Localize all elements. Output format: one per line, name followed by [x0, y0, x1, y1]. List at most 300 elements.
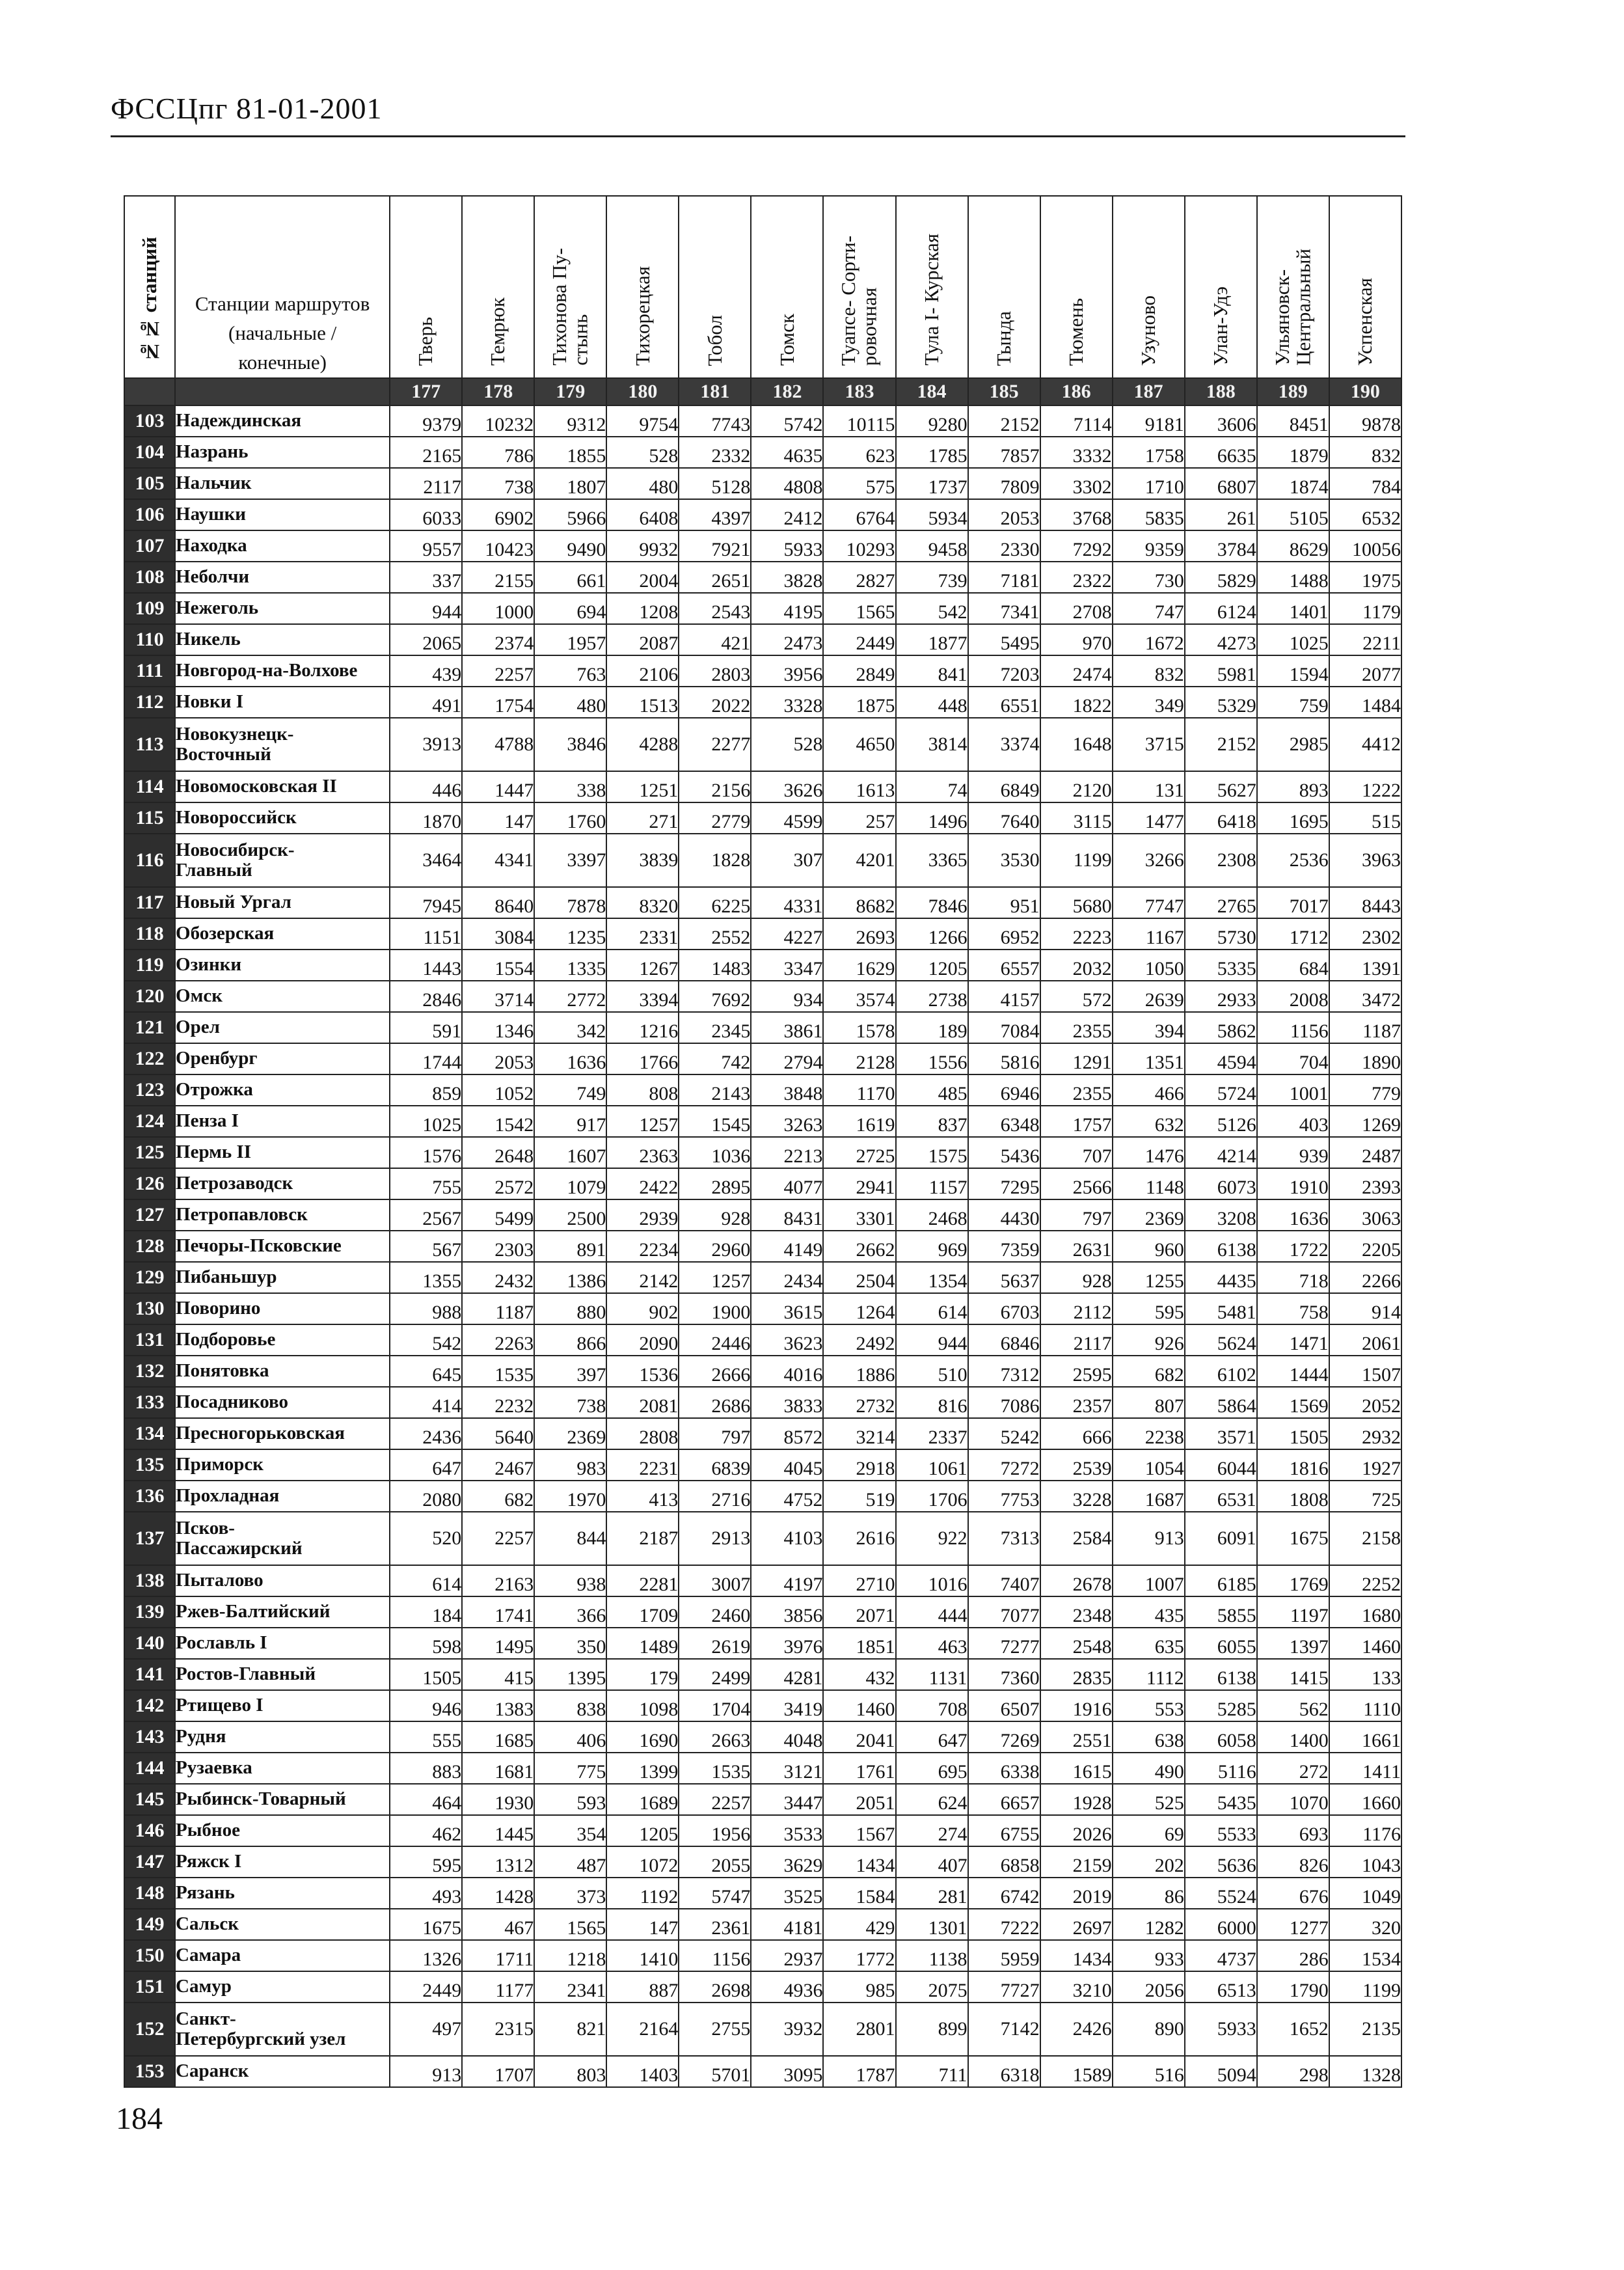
table-row	[124, 405, 1401, 437]
distance-cell: 635	[1113, 1628, 1185, 1659]
distance-cell: 5724	[1185, 1074, 1257, 1106]
distance-cell: 837	[896, 1106, 968, 1137]
distance-cell: 4788	[462, 718, 534, 771]
distance-cell: 1301	[896, 1909, 968, 1940]
station-number: 140	[124, 1628, 175, 1659]
distance-cell: 4048	[751, 1721, 823, 1753]
distance-cell: 7945	[390, 887, 462, 918]
distance-cell: 7921	[679, 530, 751, 562]
distance-cell: 1267	[606, 950, 679, 981]
distance-cell: 2056	[1113, 1971, 1185, 2003]
distance-cell: 3839	[606, 834, 679, 887]
document-header: ФССЦпг 81-01-2001	[111, 92, 383, 125]
table-row	[124, 981, 1401, 1012]
distance-cell: 1672	[1113, 624, 1185, 655]
distance-cell: 462	[390, 1815, 462, 1846]
distance-cell: 666	[1040, 1418, 1113, 1449]
distance-cell: 3347	[751, 950, 823, 981]
distance-cell: 7142	[968, 2003, 1040, 2056]
distance-cell: 2808	[606, 1418, 679, 1449]
distance-cell: 5105	[1257, 499, 1329, 530]
distance-cell: 2827	[823, 562, 895, 593]
distance-cell: 3533	[751, 1815, 823, 1846]
distance-cell: 466	[1113, 1074, 1185, 1106]
distance-cell: 1565	[534, 1909, 606, 1940]
distance-cell: 2213	[751, 1137, 823, 1168]
distance-cell: 9312	[534, 405, 606, 437]
distance-cell: 1578	[823, 1012, 895, 1043]
distance-cell: 1148	[1113, 1168, 1185, 1199]
distance-cell: 6657	[968, 1784, 1040, 1815]
distance-cell: 623	[823, 437, 895, 468]
distance-cell: 9280	[896, 405, 968, 437]
distance-cell: 1879	[1257, 437, 1329, 468]
distance-cell: 131	[1113, 771, 1185, 802]
distance-cell: 3976	[751, 1628, 823, 1659]
distance-cell: 6531	[1185, 1481, 1257, 1512]
distance-cell: 1886	[823, 1356, 895, 1387]
distance-cell: 1744	[390, 1043, 462, 1074]
distance-cell: 1507	[1329, 1356, 1401, 1387]
distance-cell: 1916	[1040, 1690, 1113, 1721]
distance-cell: 3214	[823, 1418, 895, 1449]
distance-cell: 2468	[896, 1199, 968, 1231]
distance-cell: 2663	[679, 1721, 751, 1753]
distance-cell: 8682	[823, 887, 895, 918]
station-name: Рузаевка	[175, 1753, 390, 1784]
distance-cell: 1110	[1329, 1690, 1401, 1721]
distance-cell: 1205	[606, 1815, 679, 1846]
distance-cell: 2120	[1040, 771, 1113, 802]
distance-cell: 1927	[1329, 1449, 1401, 1481]
distance-cell: 2348	[1040, 1596, 1113, 1628]
distance-cell: 3530	[968, 834, 1040, 887]
distance-cell: 694	[534, 593, 606, 624]
distance-cell: 2566	[1040, 1168, 1113, 1199]
distance-cell: 7292	[1040, 530, 1113, 562]
station-name: Новосибирск- Главный	[175, 834, 390, 887]
distance-cell: 983	[534, 1449, 606, 1481]
distance-cell: 6000	[1185, 1909, 1257, 1940]
distance-cell: 8443	[1329, 887, 1401, 918]
distance-cell: 1054	[1113, 1449, 1185, 1481]
distance-cell: 10232	[462, 405, 534, 437]
distance-cell: 730	[1113, 562, 1185, 593]
distance-cell: 133	[1329, 1659, 1401, 1690]
distance-cell: 2755	[679, 2003, 751, 2056]
distance-cell: 493	[390, 1878, 462, 1909]
distance-cell: 708	[896, 1690, 968, 1721]
distance-cell: 7114	[1040, 405, 1113, 437]
distance-cell: 718	[1257, 1262, 1329, 1293]
distance-cell: 516	[1113, 2056, 1185, 2087]
distance-cell: 2231	[606, 1449, 679, 1481]
distance-cell: 1661	[1329, 1721, 1401, 1753]
distance-cell: 2061	[1329, 1324, 1401, 1356]
distance-cell: 147	[606, 1909, 679, 1940]
distance-cell: 2051	[823, 1784, 895, 1815]
distance-cell: 1403	[606, 2056, 679, 2087]
distance-cell: 497	[390, 2003, 462, 2056]
distance-cell: 10115	[823, 405, 895, 437]
station-number: 108	[124, 562, 175, 593]
distance-cell: 3626	[751, 771, 823, 802]
distance-cell: 5499	[462, 1199, 534, 1231]
distance-cell: 189	[896, 1012, 968, 1043]
distance-cell: 2234	[606, 1231, 679, 1262]
distance-cell: 1681	[462, 1753, 534, 1784]
distance-cell: 3328	[751, 687, 823, 718]
distance-cell: 3784	[1185, 530, 1257, 562]
distance-cell: 3833	[751, 1387, 823, 1418]
station-name: Понятовка	[175, 1356, 390, 1387]
distance-cell: 6185	[1185, 1565, 1257, 1596]
distance-cell: 1264	[823, 1293, 895, 1324]
distance-cell: 6858	[968, 1846, 1040, 1878]
distance-cell: 913	[1113, 1512, 1185, 1565]
distance-cell: 1483	[679, 950, 751, 981]
header-rule	[111, 135, 1405, 137]
distance-cell: 413	[606, 1481, 679, 1512]
distance-cell: 1711	[462, 1940, 534, 1971]
distance-cell: 1401	[1257, 593, 1329, 624]
distance-cell: 2551	[1040, 1721, 1113, 1753]
station-name: Поворино	[175, 1293, 390, 1324]
distance-cell: 271	[606, 802, 679, 834]
distance-cell: 8451	[1257, 405, 1329, 437]
distance-cell: 883	[390, 1753, 462, 1784]
distance-cell: 2117	[390, 468, 462, 499]
column-code: 187	[1113, 378, 1185, 405]
distance-cell: 2772	[534, 981, 606, 1012]
distance-cell: 4273	[1185, 624, 1257, 655]
distance-cell: 5624	[1185, 1324, 1257, 1356]
station-number: 147	[124, 1846, 175, 1878]
table-row	[124, 918, 1401, 950]
table-row	[124, 1940, 1401, 1971]
distance-cell: 432	[823, 1659, 895, 1690]
distance-cell: 944	[390, 593, 462, 624]
table-row	[124, 624, 1401, 655]
distance-cell: 2257	[679, 1784, 751, 1815]
station-name: Рыбное	[175, 1815, 390, 1846]
distance-cell: 1766	[606, 1043, 679, 1074]
distance-cell: 1877	[896, 624, 968, 655]
distance-cell: 2053	[968, 499, 1040, 530]
distance-cell: 3302	[1040, 468, 1113, 499]
distance-cell: 2446	[679, 1324, 751, 1356]
distance-cell: 7359	[968, 1231, 1040, 1262]
distance-cell: 1975	[1329, 562, 1401, 593]
distance-cell: 553	[1113, 1690, 1185, 1721]
distance-cell: 1822	[1040, 687, 1113, 718]
distance-cell: 2077	[1329, 655, 1401, 687]
distance-cell: 4181	[751, 1909, 823, 1940]
distance-cell: 2142	[606, 1262, 679, 1293]
station-name: Нальчик	[175, 468, 390, 499]
station-number: 128	[124, 1231, 175, 1262]
station-name: Отрожка	[175, 1074, 390, 1106]
station-name: Обозерская	[175, 918, 390, 950]
distance-cell: 257	[823, 802, 895, 834]
station-number: 118	[124, 918, 175, 950]
table-row	[124, 1512, 1401, 1565]
distance-cell: 899	[896, 2003, 968, 2056]
distance-cell: 261	[1185, 499, 1257, 530]
distance-cell: 2112	[1040, 1293, 1113, 1324]
distance-cell: 1565	[823, 593, 895, 624]
distance-cell: 838	[534, 1690, 606, 1721]
distance-cell: 3629	[751, 1846, 823, 1878]
distance-cell: 6764	[823, 499, 895, 530]
distance-cell: 5959	[968, 1940, 1040, 1971]
column-code: 186	[1040, 378, 1113, 405]
distance-cell: 7727	[968, 1971, 1040, 2003]
distance-cell: 5242	[968, 1418, 1040, 1449]
station-name: Самара	[175, 1940, 390, 1971]
distance-cell: 7086	[968, 1387, 1040, 1418]
distance-cell: 775	[534, 1753, 606, 1784]
distance-cell: 7809	[968, 468, 1040, 499]
table-row	[124, 1418, 1401, 1449]
column-header	[462, 196, 534, 378]
distance-cell: 2467	[462, 1449, 534, 1481]
distance-cell: 5481	[1185, 1293, 1257, 1324]
table-row	[124, 1565, 1401, 1596]
distance-cell: 6138	[1185, 1659, 1257, 1690]
distance-cell: 2223	[1040, 918, 1113, 950]
distance-cell: 5640	[462, 1418, 534, 1449]
distance-cell: 826	[1257, 1846, 1329, 1878]
distance-cell: 2361	[679, 1909, 751, 1940]
distance-cell: 9379	[390, 405, 462, 437]
distance-cell: 2933	[1185, 981, 1257, 1012]
distance-cell: 3301	[823, 1199, 895, 1231]
station-name: Прохладная	[175, 1481, 390, 1512]
distance-cell: 797	[679, 1418, 751, 1449]
distance-cell: 4430	[968, 1199, 1040, 1231]
station-number: 138	[124, 1565, 175, 1596]
distance-cell: 3115	[1040, 802, 1113, 834]
distance-cell: 490	[1113, 1753, 1185, 1784]
distance-cell: 6507	[968, 1690, 1040, 1721]
distance-cell: 2158	[1329, 1512, 1401, 1565]
distance-table	[124, 195, 1402, 2088]
distance-cell: 5747	[679, 1878, 751, 1909]
distance-cell: 2631	[1040, 1231, 1113, 1262]
distance-cell: 926	[1113, 1324, 1185, 1356]
distance-cell: 922	[896, 1512, 968, 1565]
distance-cell: 515	[1329, 802, 1401, 834]
station-number: 136	[124, 1481, 175, 1512]
distance-cell: 7747	[1113, 887, 1185, 918]
distance-cell: 2710	[823, 1565, 895, 1596]
column-header	[751, 196, 823, 378]
distance-cell: 6513	[1185, 1971, 1257, 2003]
table-row	[124, 802, 1401, 834]
distance-cell: 1760	[534, 802, 606, 834]
distance-cell: 6055	[1185, 1628, 1257, 1659]
distance-cell: 1576	[390, 1137, 462, 1168]
distance-cell: 421	[679, 624, 751, 655]
station-name: Новомосковская II	[175, 771, 390, 802]
distance-cell: 1536	[606, 1356, 679, 1387]
distance-cell: 807	[1113, 1387, 1185, 1418]
distance-cell: 985	[823, 1971, 895, 2003]
distance-cell: 2355	[1040, 1074, 1113, 1106]
distance-cell: 6849	[968, 771, 1040, 802]
distance-cell: 1675	[1257, 1512, 1329, 1565]
distance-cell: 988	[390, 1293, 462, 1324]
distance-cell: 2071	[823, 1596, 895, 1628]
distance-cell: 821	[534, 2003, 606, 2056]
distance-cell: 5934	[896, 499, 968, 530]
column-header-label: Успенская	[1353, 277, 1377, 366]
station-number: 126	[124, 1168, 175, 1199]
distance-cell: 1890	[1329, 1043, 1401, 1074]
station-number: 106	[124, 499, 175, 530]
distance-cell: 572	[1040, 981, 1113, 1012]
distance-cell: 1707	[462, 2056, 534, 2087]
table-row	[124, 1909, 1401, 1940]
distance-cell: 510	[896, 1356, 968, 1387]
distance-cell: 4288	[606, 718, 679, 771]
distance-cell: 5627	[1185, 771, 1257, 802]
distance-cell: 2434	[751, 1262, 823, 1293]
distance-cell: 2331	[606, 918, 679, 950]
distance-cell: 738	[534, 1387, 606, 1418]
distance-cell: 3084	[462, 918, 534, 950]
distance-cell: 2504	[823, 1262, 895, 1293]
distance-cell: 7878	[534, 887, 606, 918]
distance-cell: 9458	[896, 530, 968, 562]
distance-cell: 2932	[1329, 1418, 1401, 1449]
distance-cell: 841	[896, 655, 968, 687]
distance-cell: 281	[896, 1878, 968, 1909]
distance-cell: 567	[390, 1231, 462, 1262]
station-name-header: Станции маршрутов (начальные / конечные)	[175, 196, 390, 378]
distance-cell: 2087	[606, 624, 679, 655]
distance-cell: 3956	[751, 655, 823, 687]
distance-cell: 1970	[534, 1481, 606, 1512]
station-name: Орел	[175, 1012, 390, 1043]
distance-cell: 960	[1113, 1231, 1185, 1262]
station-name: Псков- Пассажирский	[175, 1512, 390, 1565]
distance-cell: 7077	[968, 1596, 1040, 1628]
station-name: Рыбинск-Товарный	[175, 1784, 390, 1815]
distance-cell: 647	[390, 1449, 462, 1481]
distance-cell: 9754	[606, 405, 679, 437]
distance-cell: 1269	[1329, 1106, 1401, 1137]
distance-cell: 5933	[751, 530, 823, 562]
table-row	[124, 1481, 1401, 1512]
station-name: Наушки	[175, 499, 390, 530]
distance-cell: 184	[390, 1596, 462, 1628]
distance-cell: 147	[462, 802, 534, 834]
distance-cell: 8572	[751, 1418, 823, 1449]
column-header	[1257, 196, 1329, 378]
distance-cell: 1036	[679, 1137, 751, 1168]
distance-cell: 1761	[823, 1753, 895, 1784]
distance-cell: 866	[534, 1324, 606, 1356]
distance-cell: 684	[1257, 950, 1329, 981]
station-number: 141	[124, 1659, 175, 1690]
distance-cell: 1266	[896, 918, 968, 950]
distance-cell: 755	[390, 1168, 462, 1199]
distance-cell: 3063	[1329, 1199, 1401, 1231]
column-header	[1113, 196, 1185, 378]
distance-cell: 435	[1113, 1596, 1185, 1628]
distance-cell: 7313	[968, 1512, 1040, 1565]
distance-cell: 2473	[751, 624, 823, 655]
distance-cell: 1675	[390, 1909, 462, 1940]
distance-cell: 6033	[390, 499, 462, 530]
distance-cell: 1709	[606, 1596, 679, 1628]
station-name: Ржев-Балтийский	[175, 1596, 390, 1628]
distance-cell: 6091	[1185, 1512, 1257, 1565]
distance-cell: 1607	[534, 1137, 606, 1168]
distance-cell: 928	[1040, 1262, 1113, 1293]
distance-cell: 1685	[462, 1721, 534, 1753]
table-row	[124, 1387, 1401, 1418]
distance-cell: 5285	[1185, 1690, 1257, 1721]
distance-cell: 707	[1040, 1137, 1113, 1168]
distance-cell: 934	[751, 981, 823, 1012]
distance-cell: 1816	[1257, 1449, 1329, 1481]
distance-cell: 6703	[968, 1293, 1040, 1324]
distance-cell: 3525	[751, 1878, 823, 1909]
table-row	[124, 1012, 1401, 1043]
station-number: 112	[124, 687, 175, 718]
distance-cell: 446	[390, 771, 462, 802]
distance-cell: 6846	[968, 1324, 1040, 1356]
distance-cell: 3464	[390, 834, 462, 887]
distance-cell: 2960	[679, 1231, 751, 1262]
station-number: 119	[124, 950, 175, 981]
page-number: 184	[116, 2101, 163, 2136]
distance-cell: 5533	[1185, 1815, 1257, 1846]
distance-cell: 1052	[462, 1074, 534, 1106]
distance-cell: 9878	[1329, 405, 1401, 437]
distance-cell: 5864	[1185, 1387, 1257, 1418]
distance-cell: 1000	[462, 593, 534, 624]
station-number: 153	[124, 2056, 175, 2087]
station-number-header	[124, 196, 175, 378]
distance-cell: 1218	[534, 1940, 606, 1971]
distance-cell: 403	[1257, 1106, 1329, 1137]
distance-cell: 6124	[1185, 593, 1257, 624]
distance-cell: 4195	[751, 593, 823, 624]
table-row	[124, 468, 1401, 499]
column-code-row	[124, 378, 1401, 405]
distance-cell: 6952	[968, 918, 1040, 950]
distance-cell: 1785	[896, 437, 968, 468]
column-code: 189	[1257, 378, 1329, 405]
distance-cell: 614	[390, 1565, 462, 1596]
distance-cell: 4737	[1185, 1940, 1257, 1971]
distance-cell: 1476	[1113, 1137, 1185, 1168]
distance-cell: 2065	[390, 624, 462, 655]
distance-cell: 528	[606, 437, 679, 468]
distance-cell: 415	[462, 1659, 534, 1690]
column-header	[968, 196, 1040, 378]
distance-cell: 917	[534, 1106, 606, 1137]
distance-cell: 2263	[462, 1324, 534, 1356]
station-name: Ртищево I	[175, 1690, 390, 1721]
distance-cell: 1619	[823, 1106, 895, 1137]
distance-cell: 933	[1113, 1940, 1185, 1971]
distance-cell: 3615	[751, 1293, 823, 1324]
